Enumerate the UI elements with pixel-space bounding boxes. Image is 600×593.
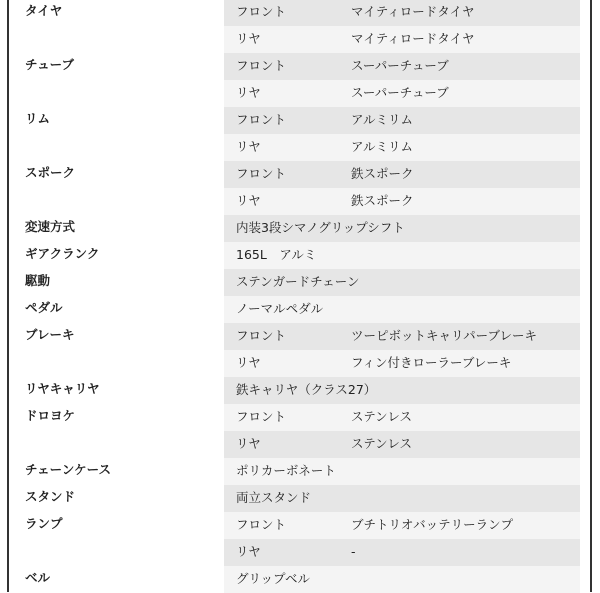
category-label: ランプ [25, 516, 63, 531]
category-cell [9, 80, 224, 107]
spec-value: ポリカーボネート [236, 463, 336, 478]
sub-position-label: リヤ [236, 544, 261, 559]
spec-value: スーパーチューブ [351, 85, 449, 100]
table-row [9, 26, 590, 53]
category-label: 変速方式 [25, 219, 76, 234]
value-cell [224, 566, 580, 593]
table-row [9, 80, 590, 107]
spec-value: 鉄スポーク [351, 166, 414, 181]
sub-position-label: リヤ [236, 31, 261, 46]
table-row [9, 485, 590, 512]
category-label: リヤキャリヤ [25, 381, 100, 396]
sub-position-label: フロント [236, 4, 287, 19]
table-row [9, 539, 590, 566]
category-label: 駆動 [25, 273, 51, 288]
value-cell [224, 107, 580, 134]
category-label: ベル [25, 570, 51, 585]
category-cell [9, 269, 224, 296]
table-row [9, 350, 590, 377]
value-cell [224, 458, 580, 485]
sub-position-label: リヤ [236, 139, 261, 154]
category-label: リム [25, 111, 51, 126]
sub-position-label: リヤ [236, 355, 261, 370]
category-cell [9, 350, 224, 377]
category-cell [9, 539, 224, 566]
spec-value: 165L アルミ [236, 247, 317, 262]
table-row [9, 323, 590, 350]
sub-position-label: フロント [236, 328, 287, 343]
sub-position-label: リヤ [236, 193, 261, 208]
table-row [9, 269, 590, 296]
sub-position-label: フロント [236, 112, 287, 127]
category-cell [9, 242, 224, 269]
value-cell [224, 188, 580, 215]
sub-position-label: リヤ [236, 436, 261, 451]
category-cell [9, 215, 224, 242]
table-row [9, 161, 590, 188]
spec-value: ツーピボットキャリパーブレーキ [351, 328, 538, 343]
category-cell [9, 377, 224, 404]
category-cell [9, 161, 224, 188]
table-row [9, 566, 590, 593]
value-cell [224, 242, 580, 269]
category-label: ドロヨケ [25, 408, 76, 423]
table-row [9, 377, 590, 404]
spec-value: スーパーチューブ [351, 58, 449, 73]
category-label: ブレーキ [25, 327, 75, 342]
spec-value: アルミリム [351, 112, 414, 127]
value-cell [224, 134, 580, 161]
table-row [9, 242, 590, 269]
value-cell [224, 485, 580, 512]
spec-value: ステンレス [351, 409, 412, 424]
value-cell [224, 26, 580, 53]
spec-value: アルミリム [351, 139, 414, 154]
value-cell [224, 53, 580, 80]
category-label: チェーンケース [25, 462, 112, 477]
table-row [9, 215, 590, 242]
table-row [9, 53, 590, 80]
spec-value: ステンガードチェーン [236, 274, 360, 289]
value-cell [224, 296, 580, 323]
spec-value: グリップベル [236, 571, 311, 586]
category-cell [9, 512, 224, 539]
category-cell [9, 296, 224, 323]
spec-value: 内装3段シマノグリップシフト [236, 220, 405, 235]
category-cell [9, 53, 224, 80]
value-cell [224, 512, 580, 539]
table-row [9, 296, 590, 323]
category-cell [9, 188, 224, 215]
value-cell [224, 215, 580, 242]
spec-value: 鉄キャリヤ（クラス27） [236, 382, 377, 397]
category-cell [9, 458, 224, 485]
category-cell [9, 107, 224, 134]
category-cell [9, 431, 224, 458]
sub-position-label: フロント [236, 166, 287, 181]
table-row [9, 458, 590, 485]
spec-value: 鉄スポーク [351, 193, 414, 208]
table-row [9, 0, 590, 26]
category-label: スポーク [25, 165, 76, 180]
value-cell [224, 431, 580, 458]
table-row [9, 404, 590, 431]
category-cell [9, 404, 224, 431]
sub-position-label: フロント [236, 409, 287, 424]
table-right-border [590, 0, 592, 592]
table-row [9, 134, 590, 161]
category-cell [9, 323, 224, 350]
table-row [9, 431, 590, 458]
sub-position-label: リヤ [236, 85, 261, 100]
category-cell [9, 134, 224, 161]
category-label: ギアクランク [25, 246, 100, 261]
spec-value: 両立スタンド [236, 490, 312, 505]
category-label: スタンド [25, 489, 76, 504]
category-label: チューブ [25, 57, 75, 72]
value-cell [224, 350, 580, 377]
spec-value: ノーマルペダル [236, 301, 324, 316]
category-cell [9, 26, 224, 53]
value-cell [224, 404, 580, 431]
category-cell [9, 566, 224, 593]
category-label: ペダル [25, 300, 63, 315]
category-cell [9, 0, 224, 26]
value-cell [224, 161, 580, 188]
table-row [9, 512, 590, 539]
value-cell [224, 539, 580, 566]
spec-value: マイティロードタイヤ [351, 31, 475, 46]
value-cell [224, 377, 580, 404]
value-cell [224, 269, 580, 296]
category-label: タイヤ [25, 3, 63, 18]
table-row [9, 188, 590, 215]
table-row [9, 107, 590, 134]
spec-value: フィン付きローラーブレーキ [351, 355, 512, 370]
value-cell [224, 323, 580, 350]
category-cell [9, 485, 224, 512]
sub-position-label: フロント [236, 58, 287, 73]
sub-position-label: フロント [236, 517, 287, 532]
spec-value: マイティロードタイヤ [351, 4, 475, 19]
spec-value: ブチトリオバッテリーランプ [351, 517, 514, 532]
value-cell [224, 0, 580, 26]
spec-value: - [351, 544, 356, 559]
value-cell [224, 80, 580, 107]
spec-value: ステンレス [351, 436, 412, 451]
